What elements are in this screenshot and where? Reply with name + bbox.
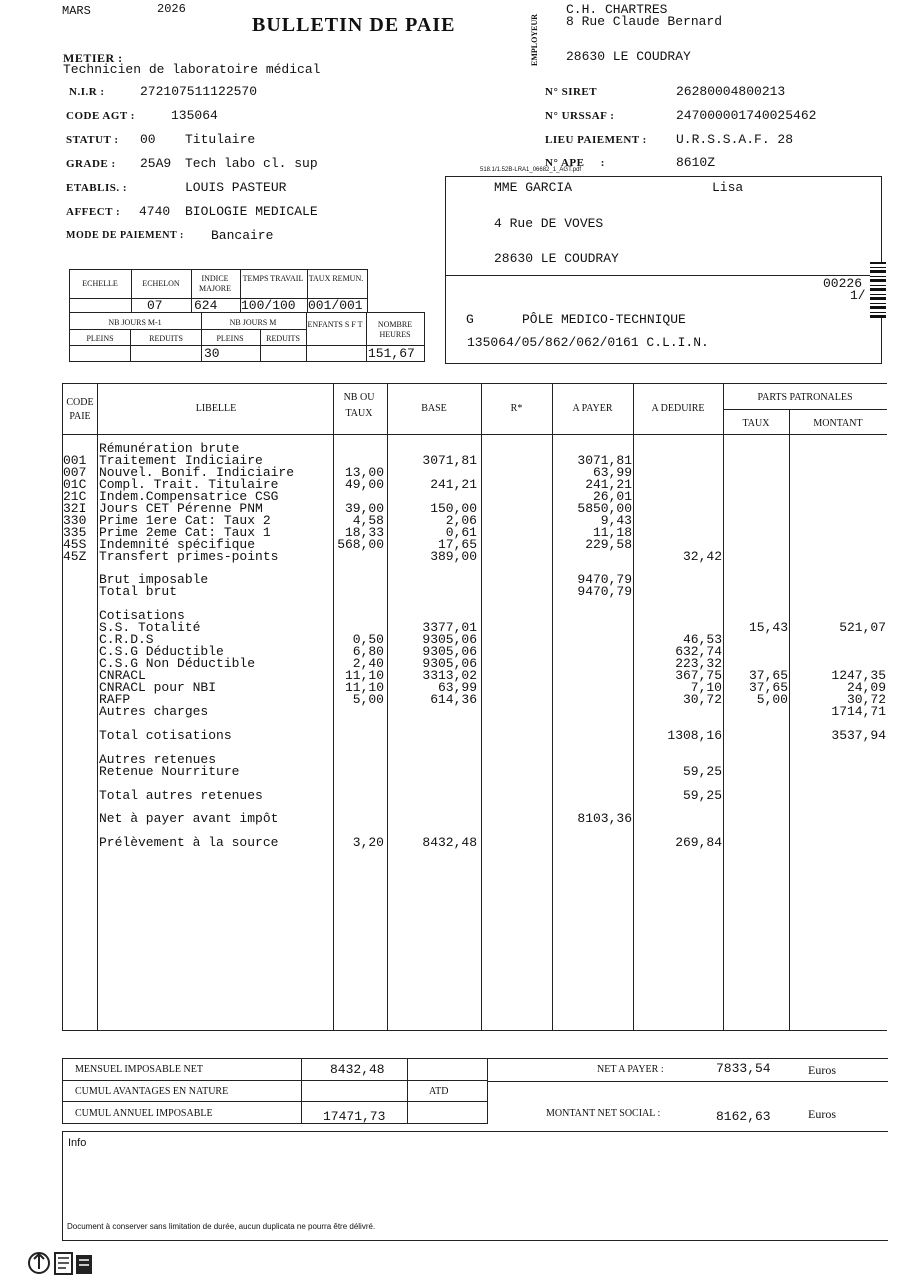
table-row <box>63 586 887 598</box>
pay-month: MARS <box>62 4 91 18</box>
employer-street: 8 Rue Claude Bernard <box>566 14 723 29</box>
cell-base: 2,06 <box>445 512 477 528</box>
cell-mont: 1247,35 <box>831 668 886 684</box>
cell-lib: Cotisations <box>99 608 185 624</box>
cell-taux: 5,00 <box>756 691 788 707</box>
header-base: BASE <box>421 403 447 414</box>
affect-label: AFFECT : <box>66 206 121 218</box>
cell-base: 8432,48 <box>422 835 477 851</box>
indice-label: INDICE MAJORE <box>198 274 231 293</box>
cell-lib: CNRACL <box>99 668 146 684</box>
metier-label: METIER : <box>63 51 123 65</box>
indice-value: 624 <box>194 298 218 313</box>
pleins-m1-label: PLEINS <box>86 334 114 343</box>
cell-code: 45Z <box>63 548 87 564</box>
net-social-unit: Euros <box>808 1107 836 1121</box>
grade-value: Tech labo cl. sup <box>185 156 318 171</box>
cell-mont: 1714,71 <box>831 703 886 719</box>
cell-base: 389,00 <box>430 548 477 564</box>
table-row <box>63 727 887 743</box>
grade-label: GRADE : <box>66 158 116 170</box>
statut-value: Titulaire <box>185 132 256 147</box>
cell-code: 007 <box>63 464 87 480</box>
ape-label: N° APE : <box>545 157 605 169</box>
nb-heures-value: 151,67 <box>368 346 415 361</box>
lieu-label: LIEU PAIEMENT : <box>545 134 647 146</box>
cell-lib: Autres retenues <box>99 751 217 767</box>
file-reference: 518.1/1.52B-LRA1_06682_1_AGT.pdf <box>480 167 582 173</box>
cell-payer: 229,58 <box>585 536 632 552</box>
page-title: BULLETIN DE PAIE <box>252 14 456 36</box>
cell-payer: 241,21 <box>585 476 632 492</box>
cell-base: 3071,81 <box>422 452 477 468</box>
cell-lib: Prime 2eme Cat: Taux 1 <box>99 524 271 540</box>
cell-nb: 18,33 <box>344 524 384 540</box>
info-label: Info <box>68 1137 87 1149</box>
grade-code: 25A9 <box>140 156 172 171</box>
reduits-m-label: REDUITS <box>266 334 300 343</box>
ref-top: 00226 <box>823 276 863 291</box>
affect-code: 4740 <box>139 204 171 219</box>
service-code: G <box>466 312 474 327</box>
atd-label: ATD <box>429 1086 449 1097</box>
recipient-city: 28630 LE COUDRAY <box>494 251 619 266</box>
employer-name: C.H. CHARTRES <box>566 2 668 17</box>
pay-lines-table <box>62 383 887 1031</box>
recipient-name: MME GARCIA <box>494 180 573 195</box>
cell-ded: 30,72 <box>682 691 722 707</box>
table-row <box>63 787 887 803</box>
cell-payer: 9470,79 <box>577 572 632 588</box>
cell-lib: Total cotisations <box>99 727 232 743</box>
header-a-deduire: A DEDUIRE <box>651 403 705 414</box>
cumul-avantages-label: CUMUL AVANTAGES EN NATURE <box>75 1086 229 1097</box>
cell-payer: 9,43 <box>600 512 632 528</box>
cell-taux: 15,43 <box>748 620 788 636</box>
enfants-label: ENFANTS S F T <box>307 320 363 329</box>
table-row <box>63 598 887 610</box>
cell-lib: Traitement Indiciaire <box>99 452 263 468</box>
code-agt-label: CODE AGT : <box>66 110 135 122</box>
mode-paiement-value: Bancaire <box>211 228 274 243</box>
taux-value: 001/001 <box>308 298 363 313</box>
cell-lib: Prime 1ere Cat: Taux 2 <box>99 512 271 528</box>
ape-value: 8610Z <box>676 155 716 170</box>
cell-nb: 0,50 <box>352 632 384 648</box>
mensuel-imposable-value: 8432,48 <box>330 1062 385 1077</box>
cell-lib: Autres charges <box>99 703 209 719</box>
taux-label: TAUX REMUN. <box>308 274 364 283</box>
cell-lib: Retenue Nourriture <box>99 763 240 779</box>
cell-payer: 3071,81 <box>577 452 632 468</box>
cell-lib: RAFP <box>99 691 131 707</box>
mode-paiement-label: MODE DE PAIEMENT : <box>66 230 184 241</box>
cell-base: 241,21 <box>430 476 477 492</box>
header-parts-patronales: PARTS PATRONALES <box>757 392 853 403</box>
cell-lib: C.R.D.S <box>99 632 154 648</box>
cell-payer: 5850,00 <box>577 500 632 516</box>
recycle-logo-icon <box>26 1249 96 1284</box>
cell-lib: C.S.G Non Déductible <box>99 656 256 672</box>
etablis-label: ETABLIS. : <box>66 182 128 194</box>
cell-ded: 32,42 <box>682 548 722 564</box>
cell-code: 001 <box>63 452 87 468</box>
ref-page: 1/ <box>850 288 866 303</box>
employer-city: 28630 LE COUDRAY <box>566 49 691 64</box>
cell-lib: Rémunération brute <box>99 441 240 456</box>
cell-nb: 6,80 <box>352 644 384 660</box>
echelon-label: ECHELON <box>142 279 180 288</box>
cell-ded: 7,10 <box>690 680 722 695</box>
employer-vertical-label: EMPLOYEUR <box>530 14 539 66</box>
cell-base: 150,00 <box>430 500 477 516</box>
cell-base: 17,65 <box>437 536 477 552</box>
echelon-value: 07 <box>147 298 163 313</box>
header-nb-taux: NB OU TAUX <box>343 392 375 419</box>
echelle-label: ECHELLE <box>82 279 118 288</box>
code-agt-value: 135064 <box>171 108 218 123</box>
cell-code: 01C <box>63 476 87 492</box>
affect-value: BIOLOGIE MEDICALE <box>185 204 318 219</box>
table-row <box>63 703 887 719</box>
pleins-m-label: PLEINS <box>216 334 244 343</box>
cell-code: 335 <box>63 524 87 540</box>
cell-nb: 39,00 <box>344 500 384 516</box>
cell-payer: 8103,36 <box>577 811 632 827</box>
cell-base: 9305,06 <box>422 644 477 660</box>
cell-base: 3313,02 <box>422 668 477 684</box>
cell-lib: Indem.Compensatrice CSG <box>99 488 279 504</box>
cell-payer: 11,18 <box>592 524 632 540</box>
header-libelle: LIBELLE <box>195 403 237 414</box>
cell-lib: Total brut <box>99 584 178 600</box>
cell-ded: 46,53 <box>682 632 722 648</box>
nb-jours-m1-label: NB JOURS M-1 <box>108 318 162 327</box>
net-a-payer-label: NET A PAYER : <box>597 1064 664 1075</box>
urssaf-value: 247000001740025462 <box>676 108 817 123</box>
barcode-icon <box>870 262 886 318</box>
header-code-paie: CODE PAIE <box>66 397 94 422</box>
cell-lib: Indemnité spécifique <box>99 536 256 552</box>
cell-payer: 63,99 <box>592 464 632 480</box>
cell-taux: 37,65 <box>748 668 788 684</box>
conservation-notice: Document à conserver sans limitation de durée, aucun duplicata ne pourra être délivré. <box>67 1222 376 1231</box>
header-montant: MONTANT <box>813 418 863 429</box>
siret-label: N° SIRET <box>545 86 598 98</box>
cell-lib: Net à payer avant impôt <box>99 811 279 827</box>
cell-code: 45S <box>63 536 87 552</box>
pay-year: 2026 <box>157 2 186 16</box>
net-social-value: 8162,63 <box>716 1109 771 1124</box>
statut-code: 00 <box>140 132 156 147</box>
cell-lib: C.S.G Déductible <box>99 644 224 660</box>
lieu-value: U.R.S.S.A.F. 28 <box>676 132 794 147</box>
net-social-label: MONTANT NET SOCIAL : <box>546 1108 661 1119</box>
cell-ded: 367,75 <box>675 668 722 684</box>
nb-heures-label: NOMBRE HEURES <box>377 320 413 339</box>
header-a-payer: A PAYER <box>572 403 613 414</box>
cell-nb: 4,58 <box>352 512 384 528</box>
metier-value: Technicien de laboratoire médical <box>63 62 321 77</box>
cell-lib: Prélèvement à la source <box>99 835 279 851</box>
cell-lib: Nouvel. Bonif. Indiciaire <box>99 464 295 480</box>
cell-nb: 49,00 <box>344 476 384 492</box>
jours-pleins-m-value: 30 <box>204 346 220 361</box>
cell-base: 9305,06 <box>422 656 477 672</box>
cell-nb: 11,10 <box>344 668 384 684</box>
cell-mont: 521,07 <box>839 620 886 636</box>
table-row <box>63 574 887 586</box>
cell-code: 330 <box>63 512 87 528</box>
cell-base: 9305,06 <box>422 632 477 648</box>
service-name: PÔLE MEDICO-TECHNIQUE <box>522 312 686 327</box>
cell-code: 32I <box>63 500 87 516</box>
cell-base: 63,99 <box>437 680 477 695</box>
service-ref: 135064/05/862/062/0161 C.L.I.N. <box>467 335 709 350</box>
cell-mont: 24,09 <box>846 680 886 695</box>
siret-value: 26280004800213 <box>676 84 786 99</box>
cell-code: 21C <box>63 488 87 504</box>
cell-nb: 5,00 <box>352 691 384 707</box>
cell-lib: S.S. Totalité <box>99 620 201 636</box>
cell-lib: Brut imposable <box>99 572 209 588</box>
cell-payer: 26,01 <box>592 488 632 504</box>
cell-nb: 568,00 <box>337 536 384 552</box>
cell-nb: 3,20 <box>352 835 384 851</box>
cell-base: 0,61 <box>445 524 477 540</box>
cell-mont: 3537,94 <box>831 727 886 743</box>
cell-base: 614,36 <box>430 691 477 707</box>
cell-lib: Jours CET Pérenne PNM <box>99 500 263 516</box>
cell-ded: 269,84 <box>675 835 722 851</box>
cell-nb: 13,00 <box>344 464 384 480</box>
net-a-payer-value: 7833,54 <box>716 1061 771 1076</box>
nir-value: 272107511122570 <box>140 84 258 99</box>
table-row <box>63 837 887 849</box>
cell-lib: Transfert primes-points <box>99 548 279 564</box>
etablis-value: LOUIS PASTEUR <box>185 180 287 195</box>
recipient-firstname: Lisa <box>712 180 744 195</box>
cell-lib: CNRACL pour NBI <box>99 680 217 695</box>
header-taux: TAUX <box>742 418 770 429</box>
cell-ded: 59,25 <box>682 763 722 779</box>
table-row <box>63 548 887 564</box>
recipient-street: 4 Rue DE VOVES <box>494 216 604 231</box>
cell-taux: 37,65 <box>748 680 788 695</box>
cell-nb: 11,10 <box>344 680 384 695</box>
statut-label: STATUT : <box>66 134 119 146</box>
reduits-m1-label: REDUITS <box>149 334 183 343</box>
net-a-payer-unit: Euros <box>808 1063 836 1077</box>
mensuel-imposable-label: MENSUEL IMPOSABLE NET <box>75 1064 203 1075</box>
urssaf-label: N° URSSAF : <box>545 110 615 122</box>
cell-ded: 632,74 <box>675 644 722 660</box>
cumul-annuel-value: 17471,73 <box>323 1109 386 1124</box>
cell-ded: 59,25 <box>682 787 722 803</box>
cell-ded: 223,32 <box>675 656 722 672</box>
temps-value: 100/100 <box>241 298 296 313</box>
table-row <box>63 813 887 825</box>
nir-label: N.I.R : <box>69 86 105 98</box>
cell-mont: 30,72 <box>846 691 886 707</box>
temps-label: TEMPS TRAVAIL <box>242 274 304 283</box>
nb-jours-m-label: NB JOURS M <box>229 318 277 327</box>
cell-nb: 2,40 <box>352 656 384 672</box>
cell-lib: Compl. Trait. Titulaire <box>99 476 279 492</box>
cell-ded: 1308,16 <box>667 727 722 743</box>
header-r: R* <box>510 403 523 414</box>
cell-lib: Total autres retenues <box>99 787 263 803</box>
cumul-annuel-label: CUMUL ANNUEL IMPOSABLE <box>75 1108 213 1119</box>
cell-base: 3377,01 <box>422 620 477 636</box>
cell-payer: 9470,79 <box>577 584 632 600</box>
table-row <box>63 763 887 779</box>
